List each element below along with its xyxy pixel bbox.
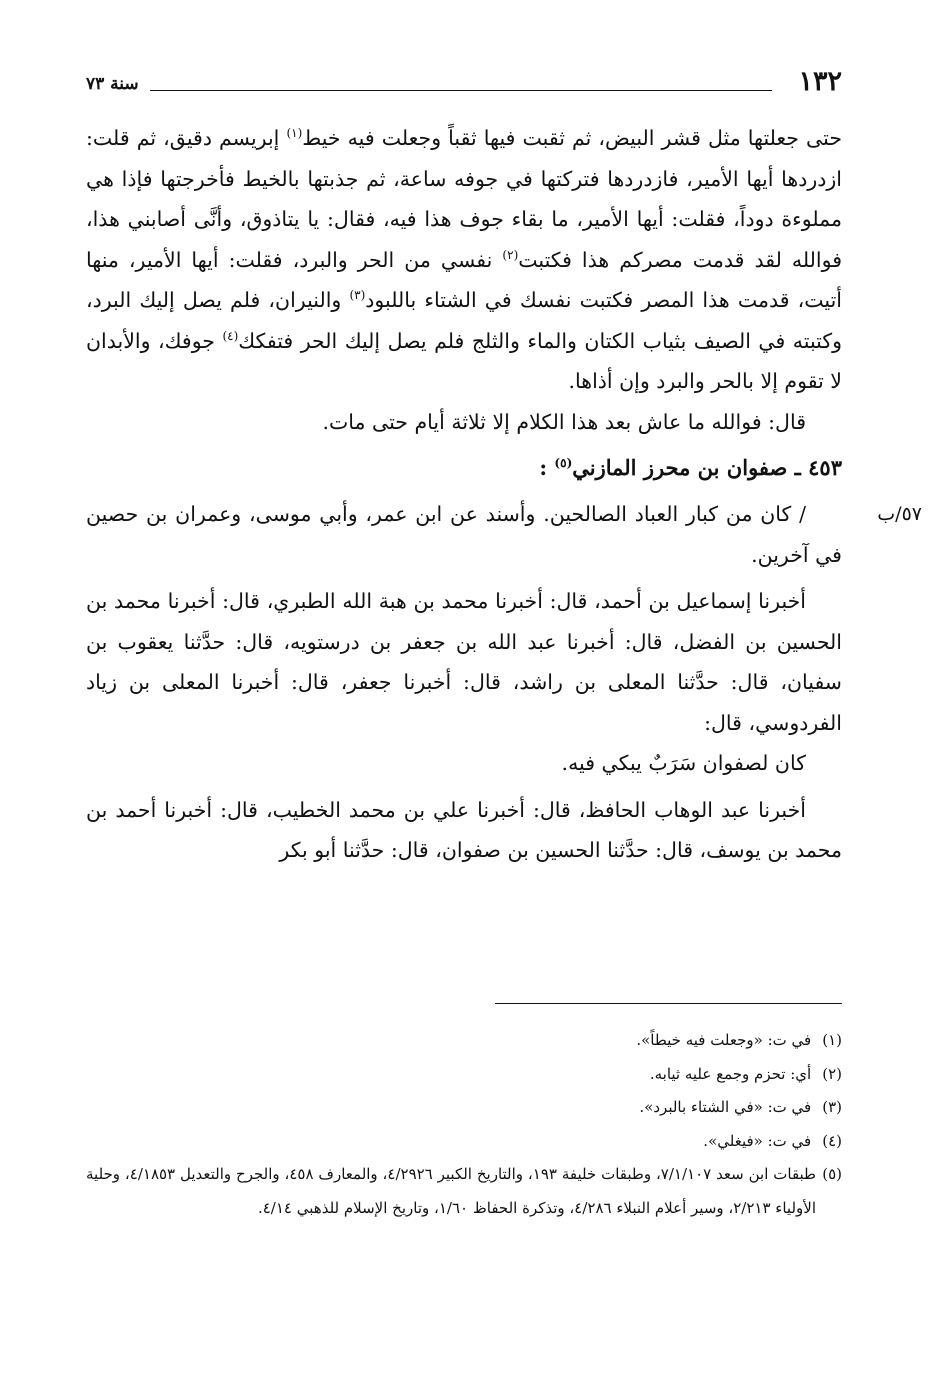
footnote-text: في ت: «وجعلت فيه خيطاً». [636,1031,812,1049]
paragraph-story [86,118,842,402]
footnote-ref-2: (٢) [502,247,519,262]
text-run: نفسي من الحر والبرد، فقلت: أيها الأمير، منها أتيت، قدمت هذا المصر فكتبت نفسك في الشتاء باللبود [86,247,842,312]
footnote-4 [86,1125,842,1159]
footnote-number: (٥) [822,1165,842,1183]
footnote-5 [86,1158,842,1225]
paragraph-report: كان لصفوان سَرَبٌ يبكي فيه. [561,751,806,775]
text-run: حتى جعلتها مثل قشر البيض، ثم ثقبت فيها ثقباً وجعلت فيه خيط [302,126,843,150]
paragraph-isnad-1: أخبرنا إسماعيل بن أحمد، قال: أخبرنا محمد بن هبة الله الطبري، قال: أخبرنا محمد بن الحسين بن الفضل، قال: أخبرنا عبد الله بن جعفر بن درستويه، قال: حدَّثنا يعقوب بن سفيان، قال: حدَّثنا المعلى بن راشد، قال: أخبرنا جعفر، قال: أخبرنا المعلى بن زياد الفردوسي، قال: [86,589,842,735]
footnote-2 [86,1058,842,1092]
footnote-text: أي: تحزم وجمع عليه ثيابه. [649,1064,812,1083]
header-rule [150,90,772,91]
running-head-year: سنة ٧٣ [86,74,139,94]
entry-heading [86,448,842,488]
page-header [86,62,842,102]
footnote-ref-5: (٥) [554,456,573,470]
entry-title: ٤٥٣ ـ صفوان بن محرز المازني [572,455,842,480]
entry-colon: : [539,455,548,480]
footnote-ref-4: (٤) [222,328,239,343]
footnote-number: (٤) [822,1131,842,1150]
paragraph-biography: / كان من كبار العباد الصالحين. وأسند عن ابن عمر، وأبي موسى، وعمران بن حصين في آخرين. [86,502,842,567]
footnote-separator [495,1003,842,1004]
text-run: جوفك، والأبدان لا تقوم إلا بالحر والبرد وإن أذاها. [86,328,842,393]
footnote-number: (٢) [822,1064,842,1083]
footnote-text: في ت: «فيغلي». [703,1131,812,1150]
footnote-1 [86,1024,842,1058]
main-text [86,118,922,871]
footnote-number: (٣) [822,1098,842,1116]
footnote-text: في ت: «في الشتاء بالبرد». [639,1098,812,1116]
footnote-ref-3: (٣) [349,288,366,303]
page-number: ١٣٢ [798,66,842,97]
footnote-ref-1: (١) [286,126,303,141]
footnote-3 [86,1091,842,1125]
text-run: إبريسم دقيق، ثم قلت: ازدردها أيها الأمير، فازدردها فتركتها في جوفه ساعة، ثم جذبتها بالخيط فأخرجتها فإذا هي مملوءة دوداً، فقلت: أيها الأمير، ما بقاء جوف هذا فيه، فقال: يا يتاذوق، وأنَّى أصابني هذا، فوالله لقد قدمت مصركم هذا فكتبت [86,126,842,272]
text-run: والنيران، فلم يصل إليك البرد، وكتبته في الصيف بثياب الكتان والماء والثلج فلم يصل إليك الحر فتفكك [86,288,842,353]
footnotes [86,1024,842,1225]
paragraph-isnad-2: أخبرنا عبد الوهاب الحافظ، قال: أخبرنا علي بن محمد الخطيب، قال: أخبرنا أحمد بن محمد بن يوسف، قال: حدَّثنا الحسين بن صفوان، قال: حدَّثنا أبو بكر [86,797,842,862]
manuscript-folio-marker: ٥٧/ب [877,503,922,525]
footnote-text: طبقات ابن سعد ٧/١/١٠٧، وطبقات خليفة ١٩٣، والتاريخ الكبير ٤/٢٩٢٦، والمعارف ٤٥٨، والجرح والتعديل ٤/١٨٥٣، وحلية الأولياء ٢/٢١٣، وسير أعلام النبلاء ٤/٢٨٦، وتذكرة الحفاظ ١/٦٠، وتاريخ الإسلام للذهبي ٤/١٤. [86,1165,816,1217]
footnote-number: (١) [822,1031,842,1049]
paragraph-death: قال: فوالله ما عاش بعد هذا الكلام إلا ثلاثة أيام حتى مات. [322,409,806,434]
folio-paragraph [86,494,922,575]
